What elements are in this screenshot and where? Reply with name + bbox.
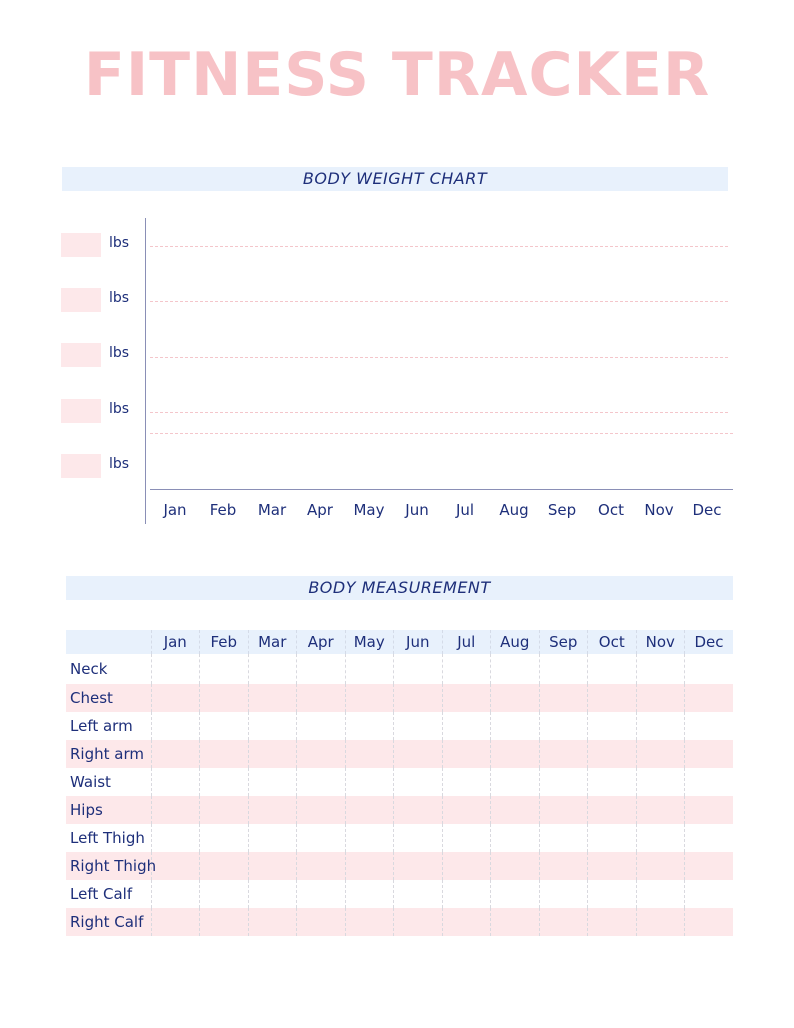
measurement-cell[interactable]	[345, 880, 394, 908]
measurement-cell[interactable]	[200, 852, 249, 880]
measurement-cell[interactable]	[491, 880, 540, 908]
measurement-cell[interactable]	[442, 796, 491, 824]
measurement-label: Hips	[66, 796, 151, 824]
table-row	[66, 824, 733, 852]
measurement-cell[interactable]	[297, 796, 346, 824]
measurement-cell[interactable]	[248, 824, 297, 852]
measurement-cell[interactable]	[151, 824, 200, 852]
measurement-cell[interactable]	[394, 712, 443, 740]
month-label: Jan	[163, 501, 187, 519]
month-header: Apr	[297, 630, 346, 654]
measurement-cell[interactable]	[394, 654, 443, 684]
measurement-cell[interactable]	[685, 684, 734, 712]
month-label: Sep	[547, 501, 577, 519]
measurement-cell[interactable]	[248, 880, 297, 908]
measurement-cell[interactable]	[539, 880, 588, 908]
month-label: Aug	[499, 501, 529, 519]
month-header: Mar	[248, 630, 297, 654]
measurement-cell[interactable]	[151, 852, 200, 880]
measurement-cell[interactable]	[539, 768, 588, 796]
month-header: Feb	[200, 630, 249, 654]
month-label: Apr	[307, 501, 333, 519]
measurement-heading: BODY MEASUREMENT	[66, 576, 733, 600]
measurement-cell[interactable]	[491, 740, 540, 768]
unit-label: lbs	[109, 290, 130, 306]
month-label: Jun	[405, 501, 429, 519]
measurement-cell[interactable]	[588, 740, 637, 768]
measurement-cell[interactable]	[539, 908, 588, 936]
month-header: May	[345, 630, 394, 654]
measurement-cell[interactable]	[442, 712, 491, 740]
measurement-cell[interactable]	[345, 824, 394, 852]
unit-label: lbs	[109, 456, 130, 472]
measurement-cell[interactable]	[248, 908, 297, 936]
measurement-cell[interactable]	[394, 880, 443, 908]
measurement-cell[interactable]	[491, 852, 540, 880]
measurement-cell[interactable]	[442, 852, 491, 880]
weight-grid-line	[150, 412, 728, 413]
measurement-cell[interactable]	[442, 768, 491, 796]
weight-input-box[interactable]	[61, 288, 101, 312]
measurement-cell[interactable]	[636, 712, 685, 740]
measurement-cell[interactable]	[491, 712, 540, 740]
measurement-header-row	[66, 630, 733, 654]
table-row	[66, 768, 733, 796]
measurement-cell[interactable]	[539, 740, 588, 768]
measurement-cell[interactable]	[685, 880, 734, 908]
table-row	[66, 852, 733, 880]
measurement-cell[interactable]	[685, 654, 734, 684]
month-label: Feb	[209, 501, 237, 519]
measurement-cell[interactable]	[248, 796, 297, 824]
measurement-cell[interactable]	[685, 824, 734, 852]
table-row	[66, 796, 733, 824]
measurement-cell[interactable]	[442, 824, 491, 852]
measurement-cell[interactable]	[151, 908, 200, 936]
measurement-label: Right arm	[66, 740, 151, 768]
measurement-cell[interactable]	[442, 684, 491, 712]
month-label: Mar	[257, 501, 287, 519]
measurement-cell[interactable]	[636, 852, 685, 880]
measurement-cell[interactable]	[636, 654, 685, 684]
measurement-cell[interactable]	[248, 654, 297, 684]
measurement-cell[interactable]	[200, 740, 249, 768]
measurement-cell[interactable]	[588, 654, 637, 684]
table-row	[66, 712, 733, 740]
measurement-cell[interactable]	[248, 712, 297, 740]
measurement-label: Waist	[70, 773, 111, 791]
measurement-cell[interactable]	[491, 768, 540, 796]
page-title: FITNESS TRACKER	[83, 40, 711, 110]
table-row	[66, 880, 733, 908]
measurement-cell[interactable]	[297, 684, 346, 712]
measurement-label: Right Calf	[66, 908, 151, 936]
weight-input-box[interactable]	[61, 233, 101, 257]
table-row	[66, 908, 733, 936]
measurement-cell[interactable]	[151, 712, 200, 740]
measurement-cell[interactable]	[539, 796, 588, 824]
measurement-cell[interactable]	[394, 824, 443, 852]
measurement-cell[interactable]	[200, 654, 249, 684]
table-row	[66, 684, 733, 712]
measurement-cell[interactable]	[297, 824, 346, 852]
measurement-cell[interactable]	[297, 880, 346, 908]
measurement-cell[interactable]	[200, 880, 249, 908]
month-header: Nov	[636, 630, 685, 654]
month-label: May	[353, 501, 385, 519]
measurement-cell[interactable]	[394, 684, 443, 712]
measurement-cell[interactable]	[394, 768, 443, 796]
unit-label: lbs	[109, 401, 130, 417]
month-header: Jul	[442, 630, 491, 654]
measurement-cell[interactable]	[200, 908, 249, 936]
weight-chart-heading: BODY WEIGHT CHART	[62, 167, 728, 191]
measurement-cell[interactable]	[297, 740, 346, 768]
measurement-cell[interactable]	[539, 684, 588, 712]
month-header: Dec	[685, 630, 734, 654]
measurement-cell[interactable]	[588, 908, 637, 936]
month-header: Aug	[491, 630, 540, 654]
measurement-cell[interactable]	[345, 684, 394, 712]
measurement-cell[interactable]	[539, 824, 588, 852]
measurement-cell[interactable]	[636, 880, 685, 908]
measurement-cell[interactable]	[200, 824, 249, 852]
weight-grid-line	[150, 301, 728, 302]
month-header: Jan	[151, 630, 200, 654]
measurement-cell[interactable]	[685, 740, 734, 768]
month-label: Dec	[692, 501, 722, 519]
measurement-cell[interactable]	[491, 654, 540, 684]
measurement-cell[interactable]	[588, 684, 637, 712]
weight-grid-line	[150, 357, 728, 358]
measurement-cell[interactable]	[588, 712, 637, 740]
measurement-cell[interactable]	[588, 824, 637, 852]
measurement-cell[interactable]	[442, 880, 491, 908]
measurement-label: Left Calf	[70, 885, 133, 903]
table-row	[66, 654, 733, 684]
measurement-table	[66, 630, 733, 936]
unit-label: lbs	[109, 235, 130, 251]
measurement-cell[interactable]	[345, 768, 394, 796]
measurement-cell[interactable]	[297, 852, 346, 880]
table-row	[66, 740, 733, 768]
measurement-label: Left Thigh	[70, 829, 145, 847]
measurement-cell[interactable]	[394, 852, 443, 880]
measurement-cell[interactable]	[539, 654, 588, 684]
row-label-header	[66, 630, 151, 654]
measurement-cell[interactable]	[248, 852, 297, 880]
measurement-label: Left arm	[70, 717, 133, 735]
measurement-cell[interactable]	[248, 768, 297, 796]
weight-input-box[interactable]	[61, 454, 101, 478]
measurement-cell[interactable]	[297, 712, 346, 740]
measurement-cell[interactable]	[685, 852, 734, 880]
measurement-cell[interactable]	[200, 768, 249, 796]
measurement-cell[interactable]	[636, 740, 685, 768]
measurement-cell[interactable]	[151, 654, 200, 684]
measurement-cell[interactable]	[685, 768, 734, 796]
measurement-cell[interactable]	[394, 796, 443, 824]
measurement-cell[interactable]	[636, 684, 685, 712]
measurement-cell[interactable]	[345, 852, 394, 880]
measurement-cell[interactable]	[442, 740, 491, 768]
measurement-cell[interactable]	[297, 768, 346, 796]
month-header: Jun	[394, 630, 443, 654]
measurement-cell[interactable]	[539, 712, 588, 740]
month-header: Oct	[588, 630, 637, 654]
weight-input-box[interactable]	[61, 399, 101, 423]
measurement-cell[interactable]	[685, 908, 734, 936]
measurement-cell[interactable]	[442, 654, 491, 684]
measurement-cell[interactable]	[636, 908, 685, 936]
measurement-cell[interactable]	[200, 684, 249, 712]
measurement-cell[interactable]	[151, 880, 200, 908]
measurement-cell[interactable]	[200, 796, 249, 824]
measurement-cell[interactable]	[491, 824, 540, 852]
measurement-cell[interactable]	[588, 796, 637, 824]
measurement-cell[interactable]	[588, 852, 637, 880]
measurement-cell[interactable]	[685, 712, 734, 740]
measurement-cell[interactable]	[491, 796, 540, 824]
measurement-cell[interactable]	[297, 908, 346, 936]
measurement-cell[interactable]	[636, 768, 685, 796]
weight-chart-x-axis	[150, 489, 733, 490]
measurement-cell[interactable]	[685, 796, 734, 824]
measurement-cell[interactable]	[394, 908, 443, 936]
measurement-cell[interactable]	[491, 908, 540, 936]
month-header: Sep	[539, 630, 588, 654]
measurement-cell[interactable]	[345, 796, 394, 824]
measurement-cell[interactable]	[345, 712, 394, 740]
weight-grid-line	[150, 246, 728, 247]
unit-label: lbs	[109, 345, 130, 361]
measurement-cell[interactable]	[636, 824, 685, 852]
measurement-cell[interactable]	[248, 740, 297, 768]
measurement-cell[interactable]	[297, 654, 346, 684]
month-label: Nov	[644, 501, 674, 519]
measurement-cell[interactable]	[248, 684, 297, 712]
measurement-cell[interactable]	[588, 768, 637, 796]
measurement-cell[interactable]	[345, 908, 394, 936]
measurement-cell[interactable]	[442, 908, 491, 936]
measurement-label: Right Thigh	[66, 852, 151, 880]
measurement-cell[interactable]	[151, 684, 200, 712]
measurement-cell[interactable]	[345, 740, 394, 768]
weight-chart-y-axis	[145, 218, 146, 524]
month-label: Jul	[455, 501, 475, 519]
month-label: Oct	[598, 501, 624, 519]
measurement-cell[interactable]	[588, 880, 637, 908]
weight-grid-line	[150, 433, 733, 434]
measurement-cell[interactable]	[491, 684, 540, 712]
measurement-cell[interactable]	[394, 740, 443, 768]
measurement-label: Chest	[66, 684, 151, 712]
weight-input-box[interactable]	[61, 343, 101, 367]
measurement-cell[interactable]	[636, 796, 685, 824]
measurement-cell[interactable]	[345, 654, 394, 684]
measurement-cell[interactable]	[151, 740, 200, 768]
measurement-cell[interactable]	[200, 712, 249, 740]
measurement-label: Neck	[70, 660, 108, 678]
measurement-cell[interactable]	[539, 852, 588, 880]
measurement-cell[interactable]	[151, 768, 200, 796]
measurement-cell[interactable]	[151, 796, 200, 824]
